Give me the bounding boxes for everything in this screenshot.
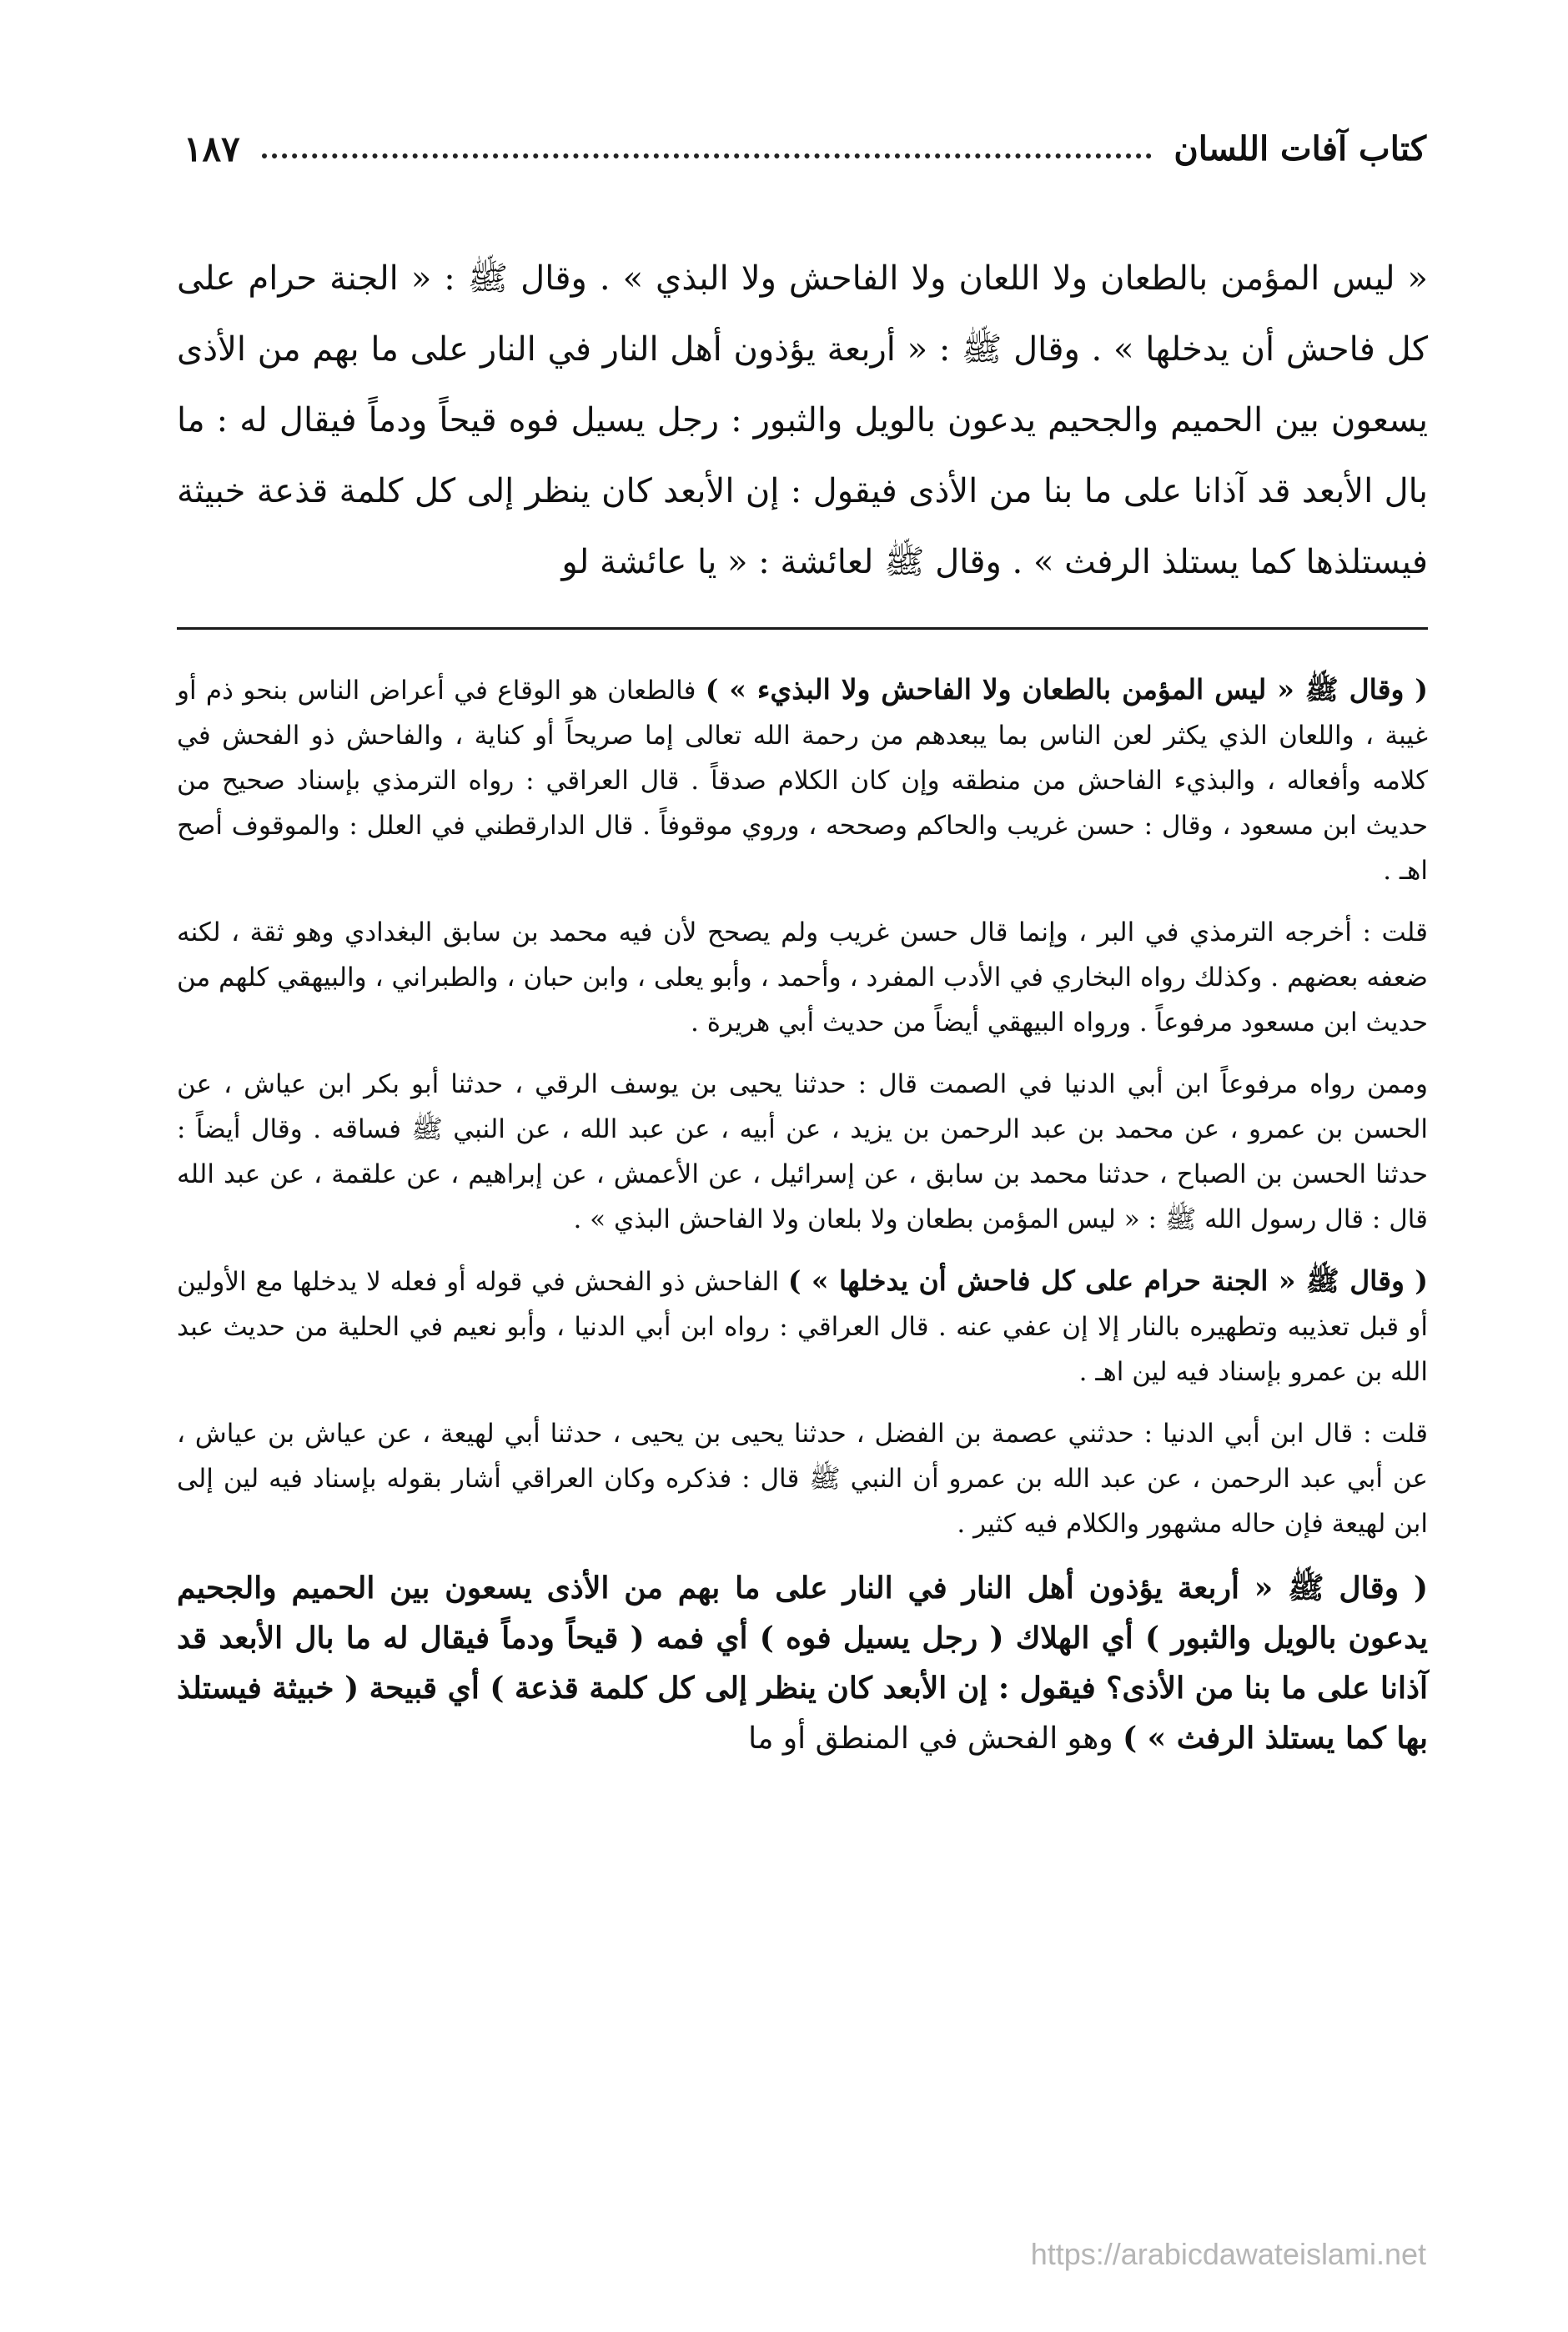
commentary-body-6: وهو الفحش في المنطق أو ما [748,1721,1123,1756]
commentary-block [177,667,1428,1781]
book-title: كتاب آفات اللسان [1173,128,1426,168]
commentary-heading-6: ( وقال ﷺ « أربعة يؤذون أهل النار في النار على ما بهم من الأذى يسعون بين الحميم والجحيم يدعون بالويل والثبور ) أي الهلاك ( رجل يسيل فوه ) أي فمه ( قيحاً ودماً فيقال له ما بال الأبعد قد آذانا على ما بنا من الأذى؟ فيقول : إن الأبعد كان ينظر إلى كل كلمة قذعة ) أي قبيحة ( خبيثة فيستلذ بها كما يستلذ الرفث » ) [177,1571,1428,1756]
commentary-heading-1: ( وقال ﷺ « ليس المؤمن بالطعان ولا الفاحش ولا البذيء » ) [705,673,1428,706]
main-text-block [177,244,1428,598]
footnote-separator [177,627,1428,630]
commentary-body-1: فالطعان هو الوقاع في أعراض الناس بنحو ذم أو غيبة ، واللعان الذي يكثر لعن الناس بما يبعدهم من رحمة الله تعالى إما صريحاً أو كناية ، والفاحش ذو الفحش في كلامه وأفعاله ، والبذيء الفاحش من منطقه وإن كان الكلام صدقاً . قال العراقي : رواه الترمذي بإسناد صحيح من حديث ابن مسعود ، وقال : حسن غريب والحاكم وصححه ، وروي موقوفاً . قال الدارقطني في العلل : والموقوف أصح اهـ . [177,676,1428,886]
commentary-heading-4: ( وقال ﷺ « الجنة حرام على كل فاحش أن يدخلها » ) [787,1264,1428,1297]
running-header [183,123,1426,173]
commentary-body-4: الفاحش ذو الفحش في قوله أو فعله لا يدخلها مع الأولين أو قبل تعذيبه وتطهيره بالنار إلا إن عفي عنه . قال العراقي : رواه ابن أبي الدنيا ، وأبو نعيم في الحلية من حديث عبد الله بن عمرو بإسناد فيه لين اهـ . [177,1267,1428,1387]
dotted-leader [262,153,1153,158]
commentary-paragraph-4 [177,1259,1428,1395]
commentary-paragraph-1 [177,667,1428,893]
page-number: ١٨٧ [183,128,240,169]
commentary-paragraph-3: وممن رواه مرفوعاً ابن أبي الدنيا في الصمت قال : حدثنا يحيى بن يوسف الرقي ، حدثنا أبو بكر ابن عياش ، عن الحسن بن عمرو ، عن محمد بن عبد الرحمن بن يزيد ، عن أبيه ، عن عبد الله ، عن النبي ﷺ فساقه . وقال أيضاً : حدثنا الحسن بن الصباح ، حدثنا محمد بن سابق ، عن إسرائيل ، عن الأعمش ، عن إبراهيم ، عن علقمة ، عن عبد الله قال : قال رسول الله ﷺ : « ليس المؤمن بطعان ولا بلعان ولا الفاحش البذي » . [177,1069,1428,1234]
main-paragraph: « ليس المؤمن بالطعان ولا اللعان ولا الفاحش ولا البذي » . وقال ﷺ : « الجنة حرام على كل فاحش أن يدخلها » . وقال ﷺ : « أربعة يؤذون أهل النار في النار على ما بهم من الأذى يسعون بين الحميم والجحيم يدعون بالويل والثبور : رجل يسيل فوه قيحاً ودماً فيقال له : ما بال الأبعد قد آذانا على ما بنا من الأذى فيقول : إن الأبعد كان ينظر إلى كل كلمة قذعة خبيثة فيستلذها كما يستلذ الرفث » . وقال ﷺ لعائشة : « يا عائشة لو [177,259,1428,581]
commentary-paragraph-2: قلت : أخرجه الترمذي في البر ، وإنما قال حسن غريب ولم يصحح لأن فيه محمد بن سابق البغدادي وهو ثقة ، لكنه ضعفه بعضهم . وكذلك رواه البخاري في الأدب المفرد ، وأحمد ، وأبو يعلى ، وابن حبان ، والطبراني ، والبيهقي كلهم من حديث ابن مسعود مرفوعاً . ورواه البيهقي أيضاً من حديث أبي هريرة . [177,917,1428,1038]
watermark-url: https://arabicdawateislami.net [1030,2237,1426,2271]
commentary-paragraph-6 [177,1563,1428,1764]
commentary-paragraph-5: قلت : قال ابن أبي الدنيا : حدثني عصمة بن الفضل ، حدثنا يحيى بن يحيى ، حدثنا أبي لهيعة ، عن عياش بن عياش ، عن أبي عبد الرحمن ، عن عبد الله بن عمرو أن النبي ﷺ قال : فذكره وكان العراقي أشار بقوله بإسناد فيه لين إلى ابن لهيعة فإن حاله مشهور والكلام فيه كثير . [177,1419,1428,1539]
